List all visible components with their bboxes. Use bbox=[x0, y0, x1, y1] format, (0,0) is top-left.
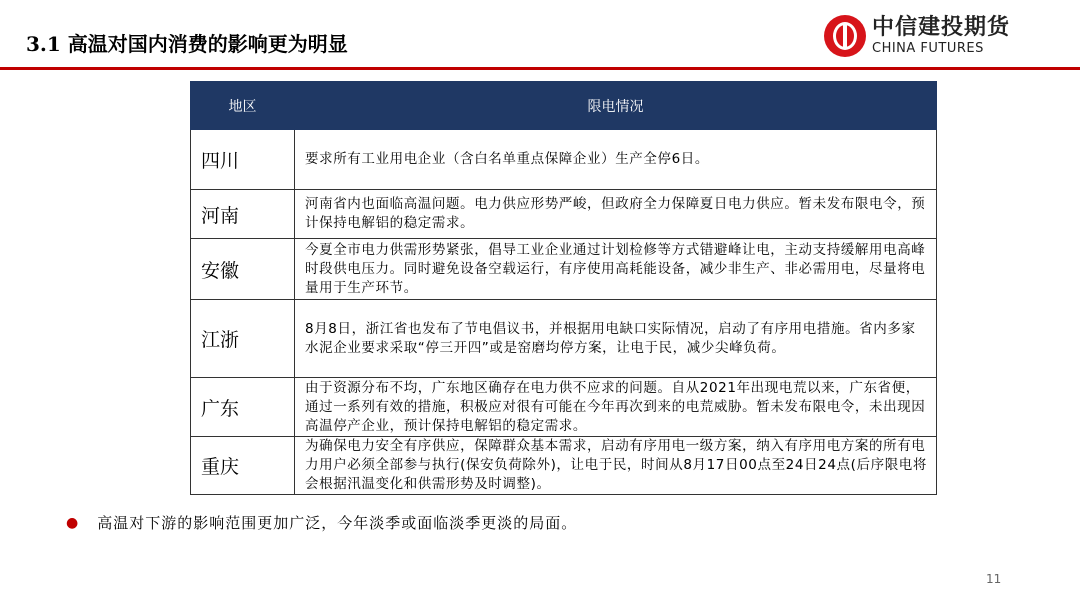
logo-mark-icon bbox=[824, 15, 866, 57]
slide-title: 3.1 高温对国内消费的影响更为明显 bbox=[26, 32, 348, 56]
region-cell: 广东 bbox=[191, 378, 295, 437]
region-cell: 安徽 bbox=[191, 239, 295, 300]
summary-text: 高温对下游的影响范围更加广泛，今年淡季或面临淡季更淡的局面。 bbox=[97, 514, 578, 532]
table-header-row bbox=[191, 82, 937, 130]
company-logo bbox=[824, 15, 1010, 57]
desc-cell: 今夏全市电力供需形势紧张，倡导工业企业通过计划检修等方式错避峰让电，主动支持缓解用电高峰时段供电压力。同时避免设备空载运行，有序使用高耗能设备，减少非生产、非必需用电，尽量将电量用于生产环节。 bbox=[295, 239, 937, 300]
header-divider bbox=[0, 67, 1080, 70]
table-row bbox=[191, 190, 937, 239]
region-cell: 河南 bbox=[191, 190, 295, 239]
summary-bullet bbox=[66, 512, 577, 533]
table-row bbox=[191, 300, 937, 378]
table-row bbox=[191, 130, 937, 190]
region-cell: 江浙 bbox=[191, 300, 295, 378]
power-restriction-table bbox=[190, 81, 937, 495]
column-header-region: 地区 bbox=[191, 82, 295, 130]
logo-cn-text: 中信建投期货 bbox=[872, 15, 1011, 40]
region-cell: 四川 bbox=[191, 130, 295, 190]
bullet-dot-icon: ● bbox=[66, 514, 80, 531]
desc-cell: 河南省内也面临高温问题。电力供应形势严峻，但政府全力保障夏日电力供应。暂未发布限电令，预计保持电解铝的稳定需求。 bbox=[295, 190, 937, 239]
desc-cell: 由于资源分布不均，广东地区确存在电力供不应求的问题。自从2021年出现电荒以来，广东省便，通过一系列有效的措施，积极应对很有可能在今年再次到来的电荒威胁。暂未发布限电令，未出现因高温停产企业，预计保持电解铝的稳定需求。 bbox=[295, 378, 937, 437]
table-row bbox=[191, 239, 937, 300]
table-row bbox=[191, 437, 937, 495]
table-row bbox=[191, 378, 937, 437]
column-header-status: 限电情况 bbox=[295, 82, 937, 130]
page-number: 11 bbox=[986, 572, 1002, 586]
desc-cell: 8月8日，浙江省也发布了节电倡议书，并根据用电缺口实际情况，启动了有序用电措施。省内多家水泥企业要求采取“停三开四”或是窑磨均停方案，让电于民，减少尖峰负荷。 bbox=[295, 300, 937, 378]
region-cell: 重庆 bbox=[191, 437, 295, 495]
desc-cell: 要求所有工业用电企业（含白名单重点保障企业）生产全停6日。 bbox=[295, 130, 937, 190]
logo-en-text: CHINA FUTURES bbox=[872, 41, 984, 56]
desc-cell: 为确保电力安全有序供应，保障群众基本需求，启动有序用电一级方案，纳入有序用电方案的所有电力用户必须全部参与执行(保安负荷除外)，让电于民，时间从8月17日00点至24日24点(后序限电将会根据汛温变化和供需形势及时调整)。 bbox=[295, 437, 937, 495]
